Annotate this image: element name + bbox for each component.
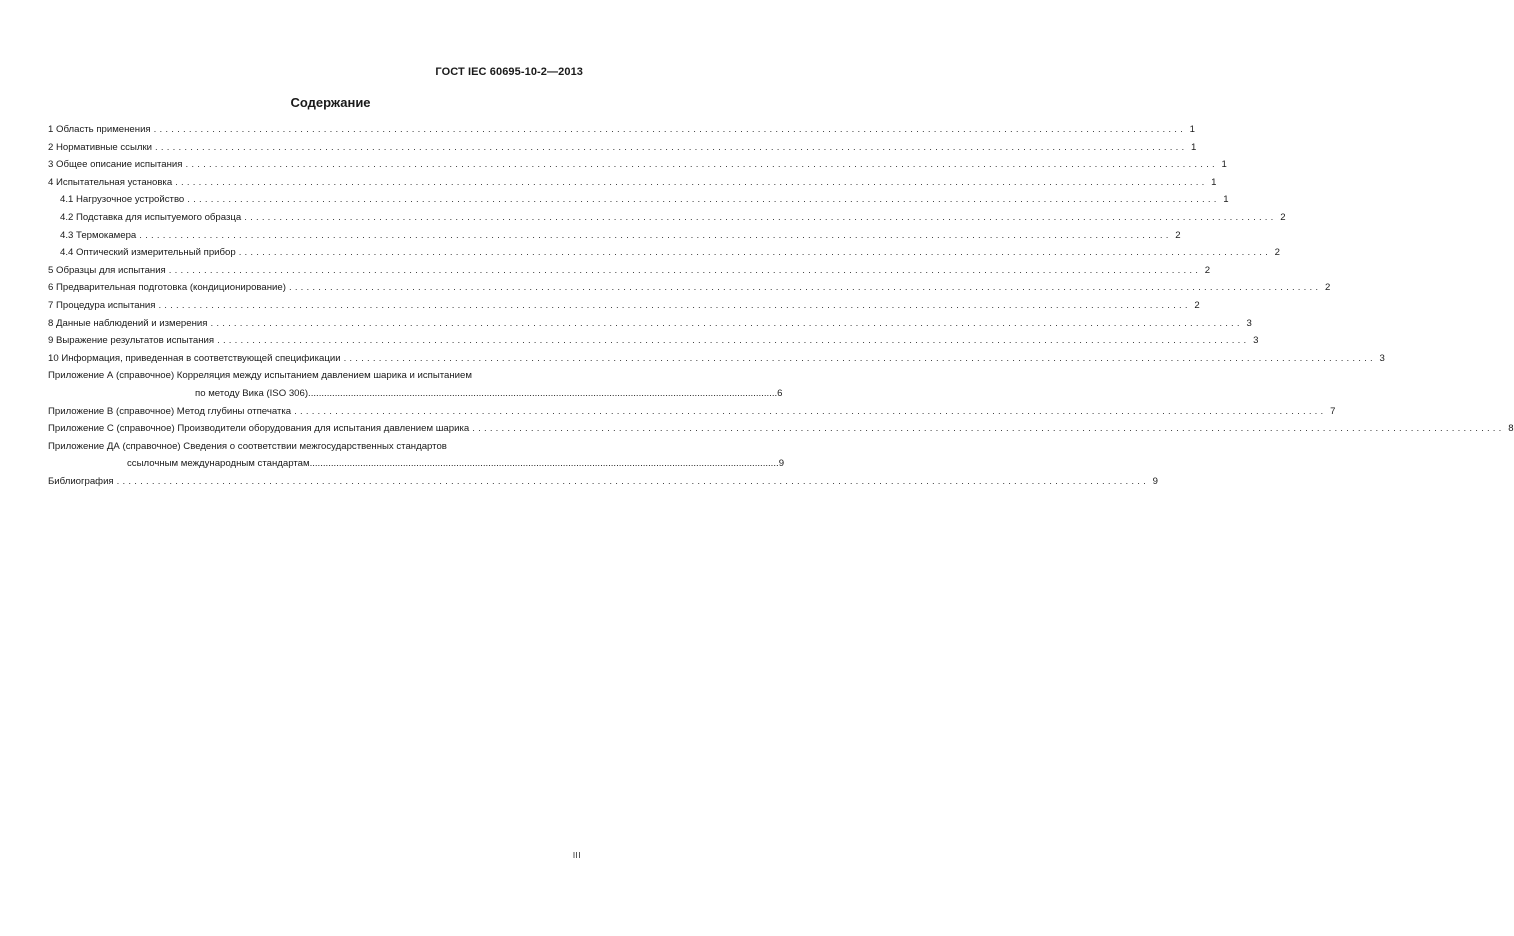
toc-entry-page: 1 xyxy=(1223,194,1229,206)
toc-entry-page: 2 xyxy=(1204,264,1211,276)
toc-entry-label: 4.3 Термокамера xyxy=(60,229,137,241)
toc-entry-6[interactable] xyxy=(48,279,1331,297)
toc-entry-page: 6 xyxy=(777,387,783,399)
leader-dots: ................................................................................................................................................................................ xyxy=(294,405,1327,417)
leader-dots: ................................................................................................................................................................................ xyxy=(139,229,1172,241)
toc-entry-label: 8 Данные наблюдений и измерения xyxy=(48,317,208,329)
toc-appendix-c[interactable] xyxy=(48,420,1514,438)
toc-appendix-label: Приложение А (справочное) Корреляция между испытанием давлением шарика и испытанием xyxy=(48,370,472,382)
leader-dots: ................................................................................................................................................................................ xyxy=(116,475,1149,487)
toc-entry-page: 2 xyxy=(1324,282,1331,294)
toc-entry-page: 2 xyxy=(1280,211,1286,223)
toc-bibliography[interactable] xyxy=(48,473,1158,491)
toc-entry-page: 9 xyxy=(778,458,785,470)
leader-dots: ................................................................................................................................................................................ xyxy=(155,141,1188,153)
toc-entry-4[interactable] xyxy=(48,174,1217,192)
leader-dots: ................................................................................................................................................................................ xyxy=(343,352,1376,364)
toc-entry-label: 7 Процедура испытания xyxy=(48,299,156,311)
toc-entry-page: 2 xyxy=(1175,229,1181,241)
toc-entry-label: 2 Нормативные ссылки xyxy=(48,141,153,153)
toc-appendix-label: Приложение С (справочное) Производители оборудования для испытания давлением шарика xyxy=(48,423,470,435)
leader-dots: ................................................................................................................................................................................ xyxy=(210,317,1243,329)
toc-appendix-label-cont: по методу Вика (ISO 306) xyxy=(195,387,309,399)
toc-appendix-label: Приложение В (справочное) Метод глубины отпечатка xyxy=(48,405,292,417)
leader-dots: ................................................................................................................................................................................ xyxy=(168,264,1202,276)
toc-entry-page: 9 xyxy=(1152,475,1158,487)
document-code: ГОСТ IEC 60695-10-2—2013 xyxy=(435,66,583,78)
toc-entry-2[interactable] xyxy=(48,139,1197,157)
toc-entry-page: 2 xyxy=(1274,247,1281,259)
toc-entry-page: 7 xyxy=(1330,405,1336,417)
toc-appendix-b[interactable] xyxy=(48,403,1336,421)
toc-entry-4-4[interactable] xyxy=(48,244,1281,262)
page-number: III xyxy=(572,851,581,860)
toc-entry-4-2[interactable] xyxy=(48,209,1286,227)
toc-entry-4-1[interactable] xyxy=(48,191,1229,209)
toc-appendix-label: Приложение ДА (справочное) Сведения о соответствии межгосударственных стандартов xyxy=(48,440,447,452)
toc-entry-page: 3 xyxy=(1246,317,1252,329)
leader-dots: ................................................................................................................................................................................ xyxy=(309,458,779,470)
toc-title: Содержание xyxy=(290,95,371,110)
toc-entry-1[interactable] xyxy=(48,121,1195,139)
leader-dots: ................................................................................................................................................................................ xyxy=(187,194,1220,206)
toc-entry-4-3[interactable] xyxy=(48,227,1181,245)
toc-entry-page: 3 xyxy=(1253,335,1259,347)
leader-dots: ................................................................................................................................................................................ xyxy=(153,124,1186,135)
toc-entry-label: 4 Испытательная установка xyxy=(48,176,173,188)
toc-entry-page: 1 xyxy=(1221,159,1227,171)
toc-entry-page: 2 xyxy=(1194,299,1200,311)
toc-entry-label: Библиография xyxy=(48,475,114,487)
toc-entry-5[interactable] xyxy=(48,262,1211,280)
toc-entry-7[interactable] xyxy=(48,297,1200,315)
leader-dots: ................................................................................................................................................................................ xyxy=(217,335,1250,347)
toc-entry-label: 1 Область применения xyxy=(48,124,151,135)
leader-dots: ................................................................................................................................................................................ xyxy=(308,387,778,399)
toc-entry-8[interactable] xyxy=(48,315,1252,333)
toc-entry-label: 4.1 Нагрузочное устройство xyxy=(60,194,185,206)
leader-dots: ................................................................................................................................................................................ xyxy=(175,176,1208,188)
toc-appendix-label-cont: ссылочным международным стандартам xyxy=(127,458,310,470)
toc-entry-label: 9 Выражение результатов испытания xyxy=(48,335,215,347)
toc-entry-label: 4.2 Подставка для испытуемого образца xyxy=(60,211,242,223)
toc-entry-9[interactable] xyxy=(48,332,1259,350)
toc-entry-label: 5 Образцы для испытания xyxy=(48,264,166,276)
toc-entry-page: 1 xyxy=(1189,124,1195,135)
toc-entry-label: 4.4 Оптический измерительный прибор xyxy=(60,247,236,259)
toc-entry-page: 3 xyxy=(1379,352,1385,364)
toc-entry-page: 1 xyxy=(1211,176,1217,188)
toc-entry-page: 8 xyxy=(1508,423,1514,435)
table-of-contents xyxy=(48,121,1514,490)
leader-dots: ................................................................................................................................................................................ xyxy=(288,282,1322,294)
leader-dots: ................................................................................................................................................................................ xyxy=(472,423,1505,435)
toc-appendix-da[interactable] xyxy=(48,438,785,473)
toc-appendix-a[interactable] xyxy=(48,367,783,402)
toc-entry-page: 1 xyxy=(1191,141,1197,153)
leader-dots: ................................................................................................................................................................................ xyxy=(185,159,1218,171)
toc-entry-label: 3 Общее описание испытания xyxy=(48,159,183,171)
leader-dots: ................................................................................................................................................................................ xyxy=(244,211,1277,223)
toc-entry-label: 6 Предварительная подготовка (кондиционирование) xyxy=(48,282,286,294)
toc-entry-10[interactable] xyxy=(48,350,1385,368)
toc-entry-label: 10 Информация, приведенная в соответствующей спецификации xyxy=(48,352,341,364)
toc-entry-3[interactable] xyxy=(48,156,1227,174)
leader-dots: ................................................................................................................................................................................ xyxy=(158,299,1191,311)
leader-dots: ................................................................................................................................................................................ xyxy=(238,247,1272,259)
